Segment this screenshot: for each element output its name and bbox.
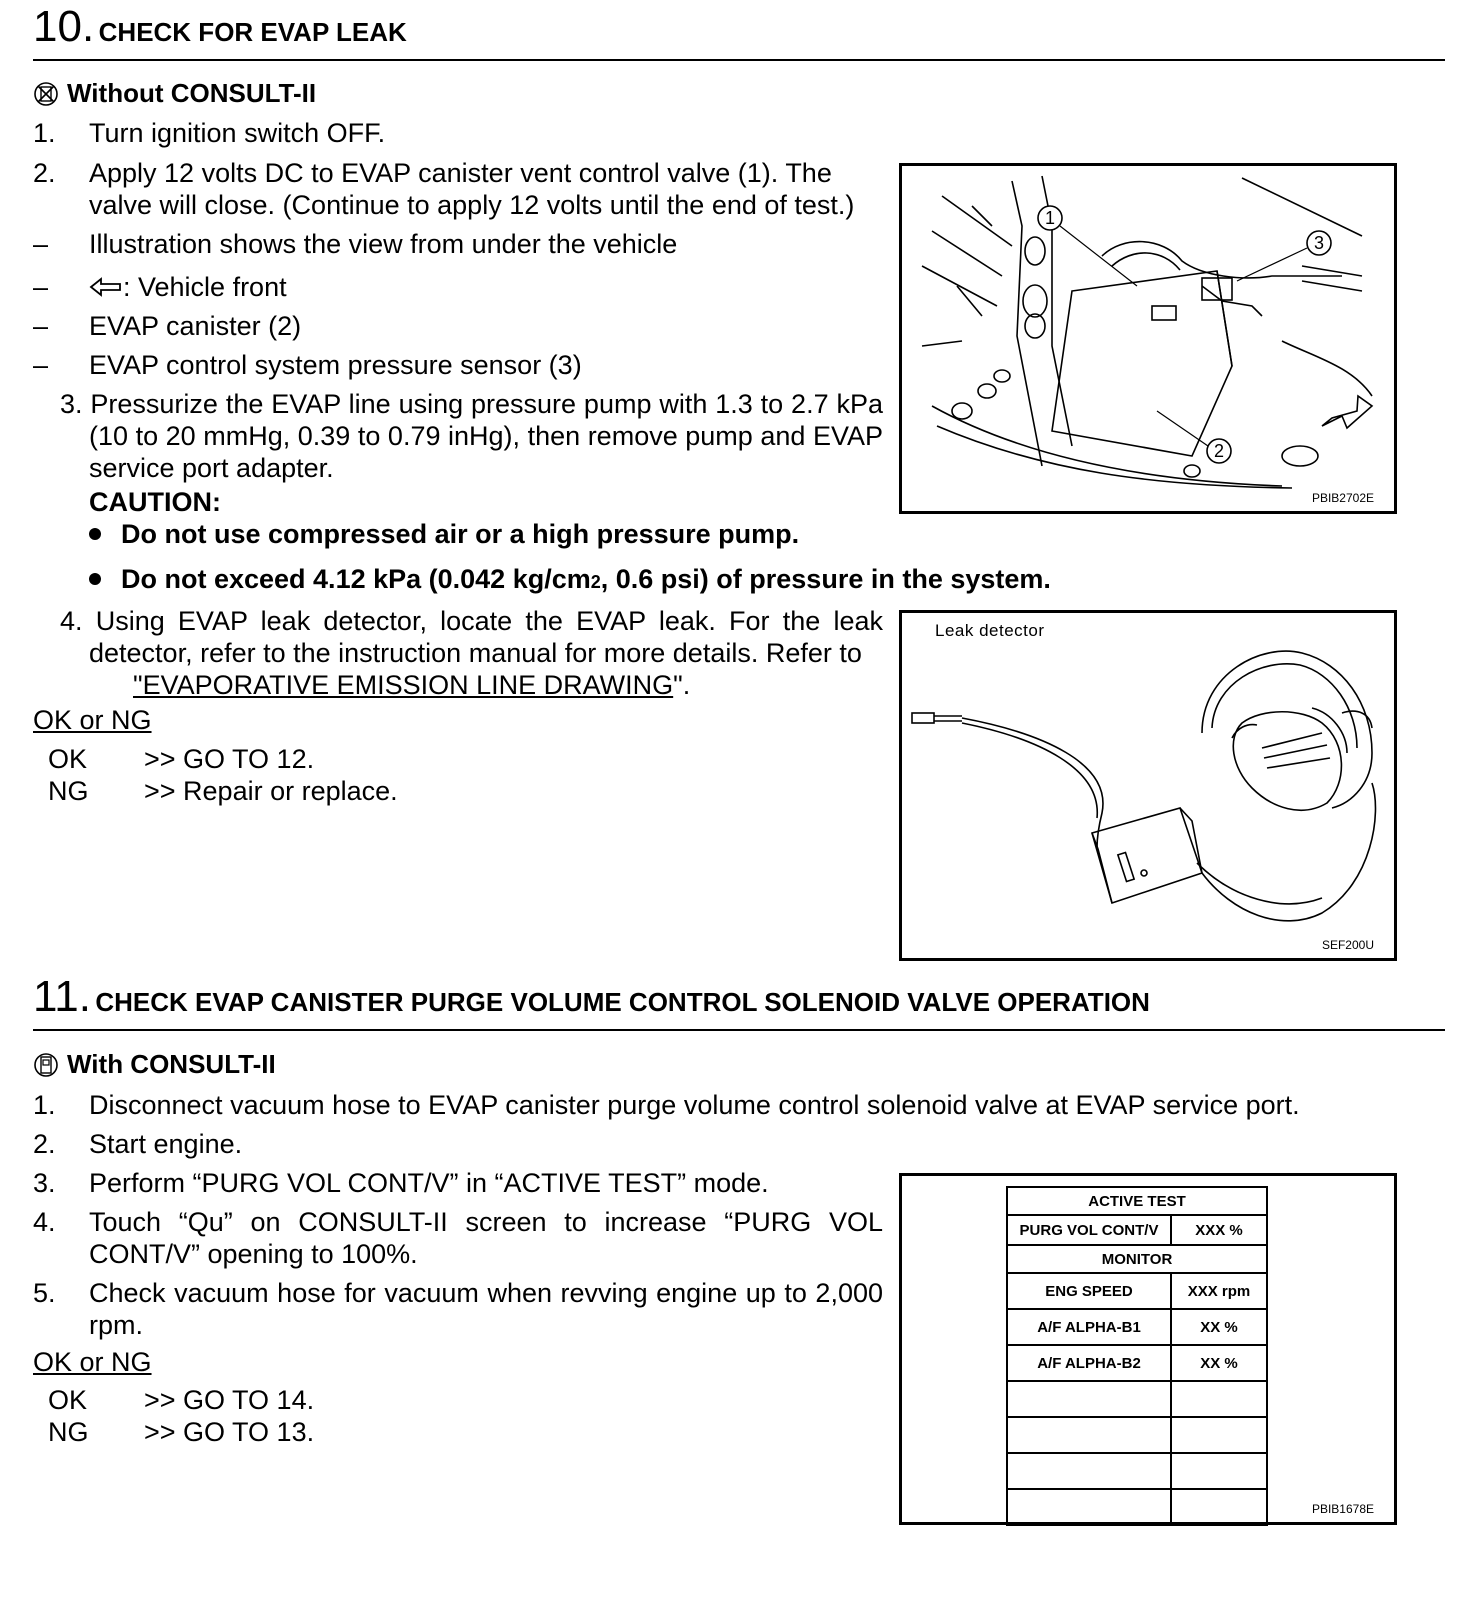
item-number: 2. bbox=[33, 1129, 56, 1159]
figure-note bbox=[33, 228, 883, 260]
table-row bbox=[1007, 1381, 1267, 1417]
step-number: 11 bbox=[33, 972, 79, 1021]
bullet-dot bbox=[89, 573, 101, 585]
figure-active-test-screen bbox=[899, 1173, 1397, 1525]
monitor-item-value: XX % bbox=[1171, 1309, 1267, 1345]
item-number: 3. bbox=[33, 1168, 56, 1198]
note-dash: – bbox=[33, 272, 49, 302]
note-text-label: : Vehicle front bbox=[123, 272, 287, 302]
active-test-table bbox=[1006, 1186, 1268, 1526]
note-text: EVAP canister (2) bbox=[89, 311, 302, 341]
step10-instructions bbox=[33, 117, 883, 381]
table-row bbox=[1007, 1215, 1267, 1245]
link-end: ". bbox=[673, 670, 691, 700]
caution-label: CAUTION: bbox=[89, 487, 221, 517]
result-action: >> GO TO 12. bbox=[144, 744, 315, 774]
ok-or-ng-label: OK or NG bbox=[33, 1347, 152, 1377]
evap-canister-illustration bbox=[902, 166, 1394, 511]
empty-cell bbox=[1171, 1381, 1267, 1417]
table-row bbox=[1007, 1273, 1267, 1309]
step-number-dot: . bbox=[81, 2, 95, 51]
note-dash: – bbox=[33, 229, 49, 259]
without-consult-label bbox=[33, 78, 316, 109]
item-text: Start engine. bbox=[89, 1129, 243, 1159]
ok-or-ng-label: OK or NG bbox=[33, 705, 152, 735]
emission-line-drawing-link[interactable]: "EVAPORATIVE EMISSION LINE DRAWING bbox=[133, 670, 674, 700]
caution-bullet-2 bbox=[89, 563, 1051, 598]
empty-cell bbox=[1007, 1489, 1171, 1525]
leak-detector-label: Leak detector bbox=[935, 621, 1045, 640]
step11-item-1 bbox=[33, 1089, 1413, 1121]
test-item-value: XXX % bbox=[1171, 1215, 1267, 1245]
caution-bullet-1 bbox=[89, 518, 799, 550]
result-label: OK bbox=[48, 744, 88, 774]
list-item bbox=[33, 1167, 883, 1199]
note-dash: – bbox=[33, 311, 49, 341]
result-row bbox=[48, 1384, 314, 1416]
bullet-dot bbox=[89, 528, 101, 540]
item-text: Apply 12 volts DC to EVAP canister vent control valve (1). The valve will close. (Continue to apply 12 volts until the end of test.) bbox=[89, 158, 855, 220]
step-number: 10 bbox=[33, 2, 82, 51]
vehicle-front-arrow-icon bbox=[89, 276, 123, 298]
empty-cell bbox=[1007, 1453, 1171, 1489]
item-4-text: 4. Using EVAP leak detector, locate the EVAP leak. For the leak detector, refer to the instruction manual for more details. Refer to bbox=[60, 606, 883, 668]
step-10-heading bbox=[33, 2, 407, 52]
list-item bbox=[33, 1128, 883, 1160]
result-row bbox=[48, 1416, 314, 1448]
figure-code: PBIB2702E bbox=[1311, 491, 1374, 505]
item-text: Touch “Qu” on CONSULT-II screen to increase “PURG VOL CONT/V” opening to 100%. bbox=[89, 1207, 883, 1269]
item-text: Check vacuum hose for vacuum when revving engine up to 2,000 rpm. bbox=[89, 1278, 883, 1340]
item-number: 1. bbox=[33, 118, 56, 148]
result-row bbox=[48, 775, 398, 807]
figure-note bbox=[33, 310, 883, 342]
item-number: 1. bbox=[33, 1090, 56, 1120]
callout-3: 3 bbox=[1313, 233, 1325, 253]
monitor-item-name: A/F ALPHA-B1 bbox=[1007, 1309, 1171, 1345]
table-row bbox=[1007, 1453, 1267, 1489]
monitor-item-name: ENG SPEED bbox=[1007, 1273, 1171, 1309]
table-row bbox=[1007, 1309, 1267, 1345]
empty-cell bbox=[1171, 1489, 1267, 1525]
item-number: 4. bbox=[33, 1207, 56, 1237]
caution-text-b: , 0.6 psi) of pressure in the system. bbox=[600, 564, 1051, 594]
step10-item-4 bbox=[33, 605, 883, 701]
monitor-header: MONITOR bbox=[1007, 1245, 1267, 1273]
heading-rule bbox=[33, 59, 1445, 61]
note-dash: – bbox=[33, 350, 49, 380]
item-text: Turn ignition switch OFF. bbox=[89, 118, 386, 148]
item-number: 2. bbox=[33, 158, 56, 188]
result-action: >> Repair or replace. bbox=[144, 776, 398, 806]
step-11-heading bbox=[33, 972, 1150, 1022]
empty-cell bbox=[1007, 1417, 1171, 1453]
step11-instructions bbox=[33, 1128, 883, 1341]
note-text: EVAP control system pressure sensor (3) bbox=[89, 350, 582, 380]
callout-2: 2 bbox=[1213, 441, 1225, 461]
result-action: >> GO TO 14. bbox=[144, 1385, 315, 1415]
result-label: NG bbox=[48, 776, 89, 806]
result-label: OK bbox=[48, 1385, 88, 1415]
monitor-item-name: A/F ALPHA-B2 bbox=[1007, 1345, 1171, 1381]
figure-leak-detector bbox=[899, 610, 1397, 961]
mode-label-text: Without CONSULT-II bbox=[67, 78, 317, 108]
monitor-item-value: XXX rpm bbox=[1171, 1273, 1267, 1309]
monitor-item-value: XX % bbox=[1171, 1345, 1267, 1381]
figure-code: PBIB1678E bbox=[1311, 1502, 1374, 1516]
table-row bbox=[1007, 1187, 1267, 1215]
without-consult-icon bbox=[33, 81, 59, 107]
empty-cell bbox=[1007, 1381, 1171, 1417]
caution-text: Do not use compressed air or a high pressure pump. bbox=[121, 519, 800, 549]
item-text: Disconnect vacuum hose to EVAP canister purge volume control solenoid valve at EVAP service port. bbox=[89, 1090, 1300, 1120]
result-row bbox=[48, 743, 314, 775]
list-item bbox=[33, 157, 883, 221]
active-test-header: ACTIVE TEST bbox=[1007, 1187, 1267, 1215]
result-label: NG bbox=[48, 1417, 89, 1447]
caution-text-a: Do not exceed 4.12 kPa (0.042 kg/cm bbox=[121, 564, 591, 594]
item-3-text: 3. Pressurize the EVAP line using pressure pump with 1.3 to 2.7 kPa (10 to 20 mmHg, 0.39 to 0.79 inHg), then remove pump and EVAP service port adapter. bbox=[60, 389, 883, 483]
empty-cell bbox=[1171, 1453, 1267, 1489]
table-row bbox=[1007, 1345, 1267, 1381]
item-text: Perform “PURG VOL CONT/V” in “ACTIVE TEST” mode. bbox=[89, 1168, 769, 1198]
figure-code: SEF200U bbox=[1321, 938, 1374, 952]
note-text: Illustration shows the view from under the vehicle bbox=[89, 229, 678, 259]
table-row bbox=[1007, 1245, 1267, 1273]
caution-superscript: 2 bbox=[590, 572, 601, 592]
figure-note bbox=[33, 349, 883, 381]
result-action: >> GO TO 13. bbox=[144, 1417, 315, 1447]
figure-note bbox=[33, 271, 883, 303]
table-row bbox=[1007, 1417, 1267, 1453]
list-item bbox=[33, 117, 883, 149]
leak-detector-illustration bbox=[902, 613, 1394, 958]
test-item-name: PURG VOL CONT/V bbox=[1007, 1215, 1171, 1245]
step10-item-3 bbox=[33, 388, 883, 484]
table-row bbox=[1007, 1489, 1267, 1525]
item-number: 5. bbox=[33, 1278, 56, 1308]
consult-icon bbox=[33, 1052, 59, 1078]
heading-rule bbox=[33, 1029, 1445, 1031]
step-title: CHECK EVAP CANISTER PURGE VOLUME CONTROL SOLENOID VALVE OPERATION bbox=[95, 987, 1150, 1017]
with-consult-label bbox=[33, 1049, 276, 1080]
empty-cell bbox=[1171, 1417, 1267, 1453]
figure-evap-canister bbox=[899, 163, 1397, 514]
step-title: CHECK FOR EVAP LEAK bbox=[98, 17, 407, 47]
note-text bbox=[89, 271, 883, 303]
list-item bbox=[33, 1277, 883, 1341]
mode-label-text: With CONSULT-II bbox=[67, 1049, 276, 1079]
callout-1: 1 bbox=[1044, 208, 1056, 228]
step-number-dot: . bbox=[78, 972, 91, 1021]
list-item bbox=[33, 1206, 883, 1270]
